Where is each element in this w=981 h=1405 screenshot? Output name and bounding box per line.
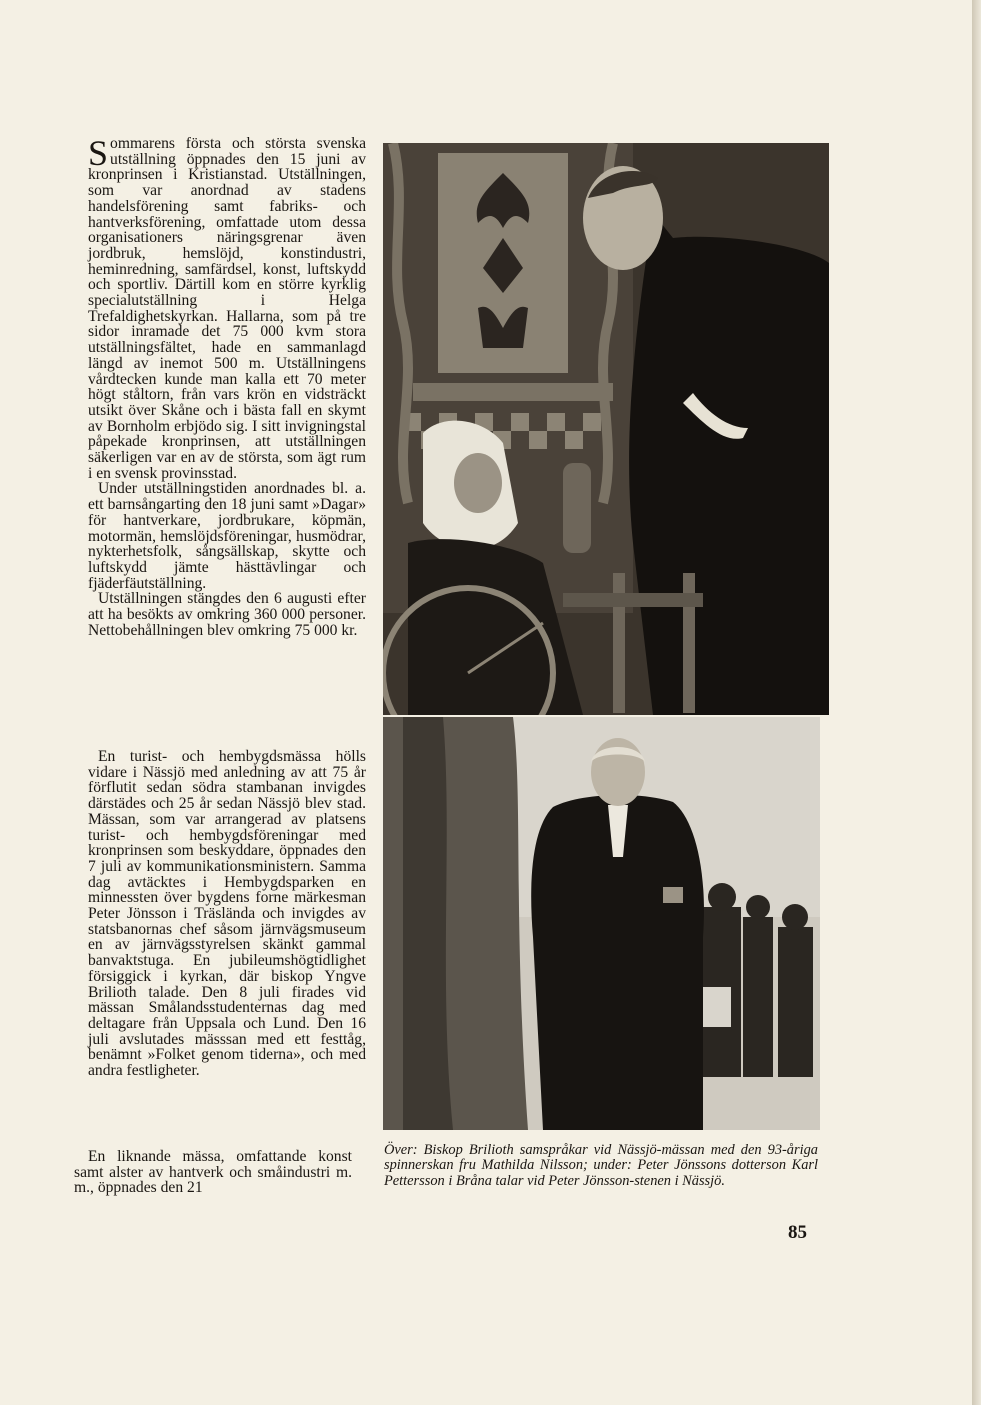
article-block-kristianstad [88, 133, 366, 639]
paragraph-closing: Utställningen stängdes den 6 augusti efter att ha besökts av omkring 360 000 personer. Nettobehållningen blev omkring 75 000 kr. [88, 590, 366, 639]
paragraph-opening: Sommarens första och största svenska utställning öppnades den 15 juni av kronprinsen i Kristianstad. Utställningen, som var anordnad av stadens handelsförening samt fabriks- och hantverksförening, omfattade utom dessa organisationers näringsgrenar även jordbruk, hemslöjd, konstindustri, heminredning, samfärdsel, konst, luftskydd och sportliv. Därtill kom en större kyrklig specialutställning i Helga Trefaldighetskyrkan. Hallarna, som på tre sidor inramade det 75 000 kvm stora utställningsfältet, hade en sammanlagd längd av inemot 500 m. Utställningens vårdtecken kunde man kalla ett 70 meter högt ståltorn, från vars krön en vidsträckt utsikt över Skåne och i bästa fall en skymt av Bornholm erbjödo sig. I sitt invigningstal påpekade kronprinsen, att utställningen säkerligen var en av de största, som ägt rum i en svensk provinsstad. [88, 133, 366, 482]
article-block-continuation [74, 1149, 352, 1196]
page-edge [972, 0, 981, 1405]
photo-caption: Över: Biskop Brilioth samspråkar vid Nässjö-mässan med den 93-åriga spinnerskan fru Mathilda Nilsson; under: Peter Jönssons dotterson Karl Pettersson i Bråna talar vid Peter Jönsson-stenen i Nässjö. [384, 1142, 818, 1189]
article-block-nassjo [88, 749, 366, 1079]
photo-man-at-memorial-stone-image [383, 717, 820, 1130]
photo-bishop-and-spinner [383, 143, 829, 715]
page-number: 85 [788, 1222, 807, 1243]
photo-bishop-and-spinner-image [383, 143, 829, 715]
paragraph-nassjo: En turist- och hembygdsmässa hölls vidare i Nässjö med anledning av att 75 år förflutit sedan södra stambanan invigdes därstädes och 25 år sedan Nässjö blev stad. Mässan, som var arrangerad av platsens turist- och hembygdsföreningar med kronprinsen som beskyddare, öppnades den 7 juli av kommunikationsministern. Samma dag avtäcktes i Hembygdsparken en minnessten över bygdens forne märkesman Peter Jönsson i Träslända och invigdes av statsbanornas chef såsom järnvägsmuseum en av järnvägsstyrelsen skänkt gammal banvaktstuga. En jubileumshögtidlighet försiggick i kyrkan, där biskop Yngve Brilioth talade. Den 8 juli firades vid mässan Smålandsstudenternas dag med deltagare från Uppsala och Lund. Den 16 juli avslutades mässsan med ett festtåg, benämnt »Folket genom tiderna», och med andra festligheter. [88, 748, 366, 1080]
paragraph-continuation: En liknande mässa, omfattande konst samt alster av hantverk och småindustri m. m., öppnades den 21 [74, 1148, 352, 1197]
photo-man-at-memorial-stone [383, 717, 820, 1130]
paragraph-events: Under utställningstiden anordnades bl. a. ett barnsångarting den 18 juni samt »Dagar» för hantverkare, jordbrukare, köpmän, motormän, hemslöjdsföreningar, husmödrar, nykterhetsfolk, sångsällskap, skytte och luftskydd jämte hästtävlingar och fjäderfäutställning. [88, 480, 366, 592]
drop-cap: S [88, 133, 109, 173]
